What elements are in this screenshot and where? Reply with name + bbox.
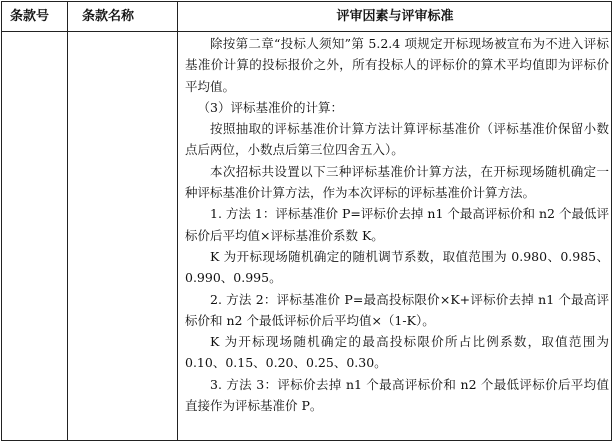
paragraph-method-3: 3. 方法 3：评标价去掉 n1 个最高评标价和 n2 个最低评标价后平均值直接作为评标基准价 P。: [185, 376, 609, 414]
header-criteria: 评审因素与评审标准: [336, 9, 454, 24]
paragraph-method-2-k: K 为开标现场随机确定的最高投标限价所占比例系数，取值范围为 0.10、0.15、0.20、0.25、0.30。: [185, 334, 609, 371]
column-divider: [177, 2, 178, 440]
header-clause-name: 条款名称: [82, 9, 135, 24]
paragraph-method-intro: 本次招标共设置以下三种评标基准价计算方法，在开标现场随机确定一种评标基准价计算方法，作为本次评标的评标基准价计算方法。: [185, 163, 609, 201]
paragraph-step-heading: （3）评标基准价的计算：: [197, 99, 343, 115]
column-divider: [67, 2, 68, 440]
criteria-text-cell: [185, 33, 609, 416]
paragraph-method-2: 2. 方法 2：评标基准价 P=最高投标限价×K+评标价去掉 n1 个最高评标价和 n2 个最低评标价后平均值×（1-K）。: [185, 291, 609, 328]
table-header-row: [2, 2, 611, 32]
paragraph-average-price: 除按第二章“投标人须知”第 5.2.4 项规定开标现场被宣布为不进入评标基准价计算的投标报价之外，所有投标人的评标价的算术平均值即为评标价平均值。: [185, 36, 609, 94]
header-clause-no: 条款号: [10, 9, 50, 24]
evaluation-criteria-table: [1, 1, 612, 441]
paragraph-calculation-rule: 按照抽取的评标基准价计算方法计算评标基准价（评标基准价保留小数点后两位，小数点后第三位四舍五入）。: [185, 121, 609, 158]
paragraph-method-1: 1. 方法 1：评标基准价 P=评标价去掉 n1 个最高评标价和 n2 个最低评标价后平均值×评标基准价系数 K。: [185, 206, 609, 243]
paragraph-method-1-k: K 为开标现场随机确定的随机调节系数，取值范围为 0.980、0.985、0.990、0.995。: [185, 248, 609, 286]
